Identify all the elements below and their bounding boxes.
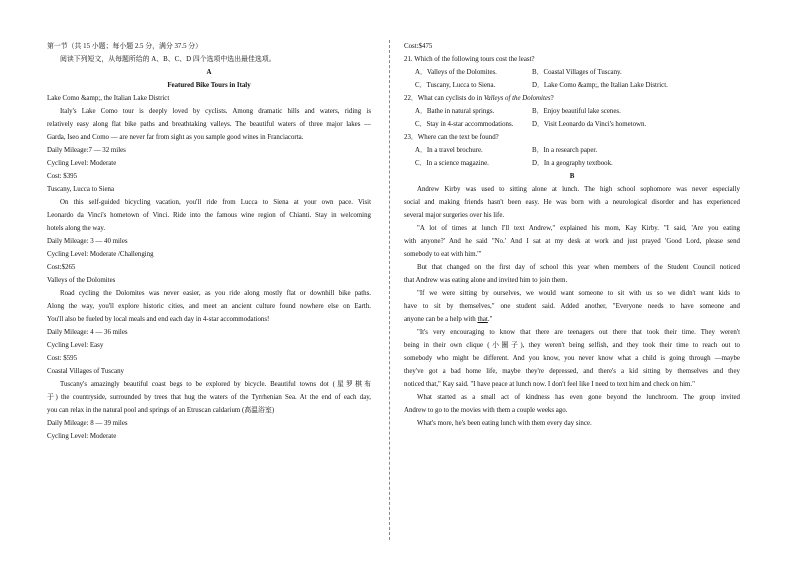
tour-name: Lake Como &amp;, the Italian Lake District xyxy=(47,95,170,102)
tour-cost: Cost:$265 xyxy=(47,264,76,271)
underlined-word: that xyxy=(477,316,488,323)
paragraph-line: Andrew to go to the movies with them a couple weeks ago. xyxy=(404,407,568,414)
paragraph-line: What started as a small act of kindness has even gone beyond the lunchroom. The group invited xyxy=(417,394,740,401)
option-b: B．In a research paper. xyxy=(532,147,598,154)
question-stem: 21. Which of the following tours cost the least? xyxy=(404,56,535,63)
tour-desc-line: 于) the countryside, surrounded by trees that hug the waters of the Tyrrhenian Sea. At the end of each day, xyxy=(47,394,371,401)
option-d: D．Visit Leonardo da Vinci's hometown. xyxy=(532,121,647,128)
option-b: B．Coastal Villages of Tuscany. xyxy=(532,69,622,76)
tour-name: Coastal Villages of Tuscany xyxy=(47,368,124,375)
column-divider xyxy=(389,40,390,540)
stem-text: ? xyxy=(550,95,554,102)
passage-b-letter: B xyxy=(569,173,575,180)
paragraph-line: that Andrew was eating alone and invited him to join them. xyxy=(404,277,568,284)
paragraph-line: What's more, he's been eating lunch with them every day since. xyxy=(417,420,592,427)
tour-level: Cycling Level: Moderate /Challenging xyxy=(47,251,154,258)
stem-italic-text: Valleys of the Dolomites xyxy=(483,95,551,102)
tour-desc-line: you can relax in the natural pool and springs of an Etruscan caldarium (高温浴室) xyxy=(47,407,275,414)
option-b: B．Enjoy beautiful lake scenes. xyxy=(532,108,621,115)
paragraph-line: Andrew Kirby was used to sitting alone at lunch. The high school sophomore was never especially xyxy=(417,186,740,193)
tour-desc-line: Along the way, you'll explore historic cities, and meet an ancient culture found nowhere else on Earth. xyxy=(47,303,371,310)
paragraph-line: "A lot of times at lunch I'll text Andrew," explained his mom, Kay Kirby. "I said, 'Are you eating xyxy=(417,225,740,232)
paragraph-line: somebody who might be different. And you know, you never know what a child is going through —maybe xyxy=(404,355,740,362)
tour-mileage: Daily Mileage: 8 — 39 miles xyxy=(47,420,128,427)
paragraph-line: social and making friends hasn't been easy. He was born with a neurological disorder and has experienced xyxy=(404,199,740,206)
paragraph-line: "If we were sitting by ourselves, we would want someone to sit with us so we didn't want kids to xyxy=(417,290,740,297)
tour-cost: Cost: $395 xyxy=(47,173,78,180)
option-row xyxy=(404,105,740,118)
option-d: D．In a geography textbook. xyxy=(532,160,613,167)
tour-desc-line: hotels along the way. xyxy=(47,225,106,232)
tour-name: Valleys of the Dolomites xyxy=(47,277,116,284)
tour-desc-line: Road cycling the Dolomites was never easier, as you ride along mostly flat or downhill bike paths. xyxy=(60,290,371,297)
tour-name: Tuscany, Lucca to Siena xyxy=(47,186,115,193)
tour-level: Cycling Level: Easy xyxy=(47,342,104,349)
option-row xyxy=(404,157,740,170)
paragraph-line: several major surgeries over his life. xyxy=(404,212,505,219)
option-row xyxy=(404,79,740,92)
tour-desc-line: Tuscany's amazingly beautiful coast begs to be explored by bicycle. Beautiful towns dot (星罗棋布 xyxy=(60,381,371,388)
paragraph-line: But that changed on the first day of school this year when members of the Student Council noticed xyxy=(417,264,740,271)
paragraph-line: being in their own clique (小圈子), they weren't being selfish, and they took their time to reach out to xyxy=(404,342,740,349)
tour-desc-line: You'll also be fueled by local meals and end each day in 4-star accommodations! xyxy=(47,316,270,323)
option-row xyxy=(404,66,740,79)
paragraph-text: anyone can be a help with xyxy=(404,316,478,323)
option-a: A．Valleys of the Dolomites. xyxy=(415,69,497,76)
option-c: C．In a science magazine. xyxy=(415,160,489,167)
tour-desc-line: Italy's Lake Como tour is deeply loved by cyclists. Among dramatic hills and waters, riding is xyxy=(60,108,371,115)
tour-desc-line: On this self-guided bicycling vacation, you'll ride from Lucca to Siena at your own pace. Visit xyxy=(60,199,371,206)
tour-desc-line: Garda, Iseo and Como — are never far from sight as you sample good wines in Franciacorta. xyxy=(47,134,304,141)
passage-a-letter: A xyxy=(206,69,212,76)
paragraph-line: have to sit by themselves," one student said. Added another, "Everyone needs to have someone and xyxy=(404,303,740,310)
option-a: A．Bathe in natural springs. xyxy=(415,108,495,115)
option-row xyxy=(404,118,740,131)
option-c: C．Tuscany, Lucca to Siena. xyxy=(415,82,496,89)
paragraph-text: ." xyxy=(487,316,493,323)
tour-mileage: Daily Mileage: 3 — 40 miles xyxy=(47,238,128,245)
paragraph-line: "It's very encouraging to know that there are teenagers out there that took their time. They weren't xyxy=(417,329,740,336)
tour-mileage: Daily Mileage: 4 — 36 miles xyxy=(47,329,128,336)
stem-text: 22．What can cyclists do in xyxy=(404,95,484,102)
paragraph-line: with anyone?' And he said "No.' And I sat at my desk at work and just prayed 'Good Lord, please send xyxy=(404,238,740,245)
right-column xyxy=(404,40,740,430)
paragraph-line: noticed that," Kay said. "I have peace at lunch now. I don't feel like I need to text him and check on him." xyxy=(404,381,695,388)
question-stem: 23．Where can the text be found? xyxy=(404,134,499,141)
tour-desc-line: relatively easy along flat bike paths and breathtaking valleys. The beautiful waters of three major lakes — xyxy=(47,121,371,128)
tour-mileage: Daily Mileage:7 — 32 miles xyxy=(47,147,126,154)
instruction-text: 阅读下列短文，从每题所给的 A、B、C、D 四个选项中选出最佳选项。 xyxy=(60,56,276,63)
tour-cost: Cost:$475 xyxy=(404,43,433,50)
paragraph-line: somebody to eat with him.'" xyxy=(404,251,482,258)
tour-level: Cycling Level: Moderate xyxy=(47,160,117,167)
tour-level: Cycling Level: Moderate xyxy=(47,433,117,440)
question-stem xyxy=(404,92,740,105)
option-a: A．In a travel brochure. xyxy=(415,147,483,154)
paragraph-line xyxy=(404,313,740,326)
section-header: 第一节（共 15 小题；每小题 2.5 分，满分 37.5 分） xyxy=(47,43,203,50)
option-c: C．Stay in 4-star accommodations. xyxy=(415,121,514,128)
passage-a-title: Featured Bike Tours in Italy xyxy=(167,82,251,89)
tour-desc-line: Leonardo da Vinci's hometown of Vinci. Ride into the famous wine region of Chianti. Stay in welcoming xyxy=(47,212,371,219)
option-row xyxy=(404,144,740,157)
tour-cost: Cost: $595 xyxy=(47,355,78,362)
option-d: D．Lake Como &amp;, the Italian Lake District. xyxy=(532,82,668,89)
paragraph-line: they've got a bad home life, maybe they're depressed, and there's a kid sitting by themselves and they xyxy=(404,368,740,375)
left-column xyxy=(47,40,371,443)
